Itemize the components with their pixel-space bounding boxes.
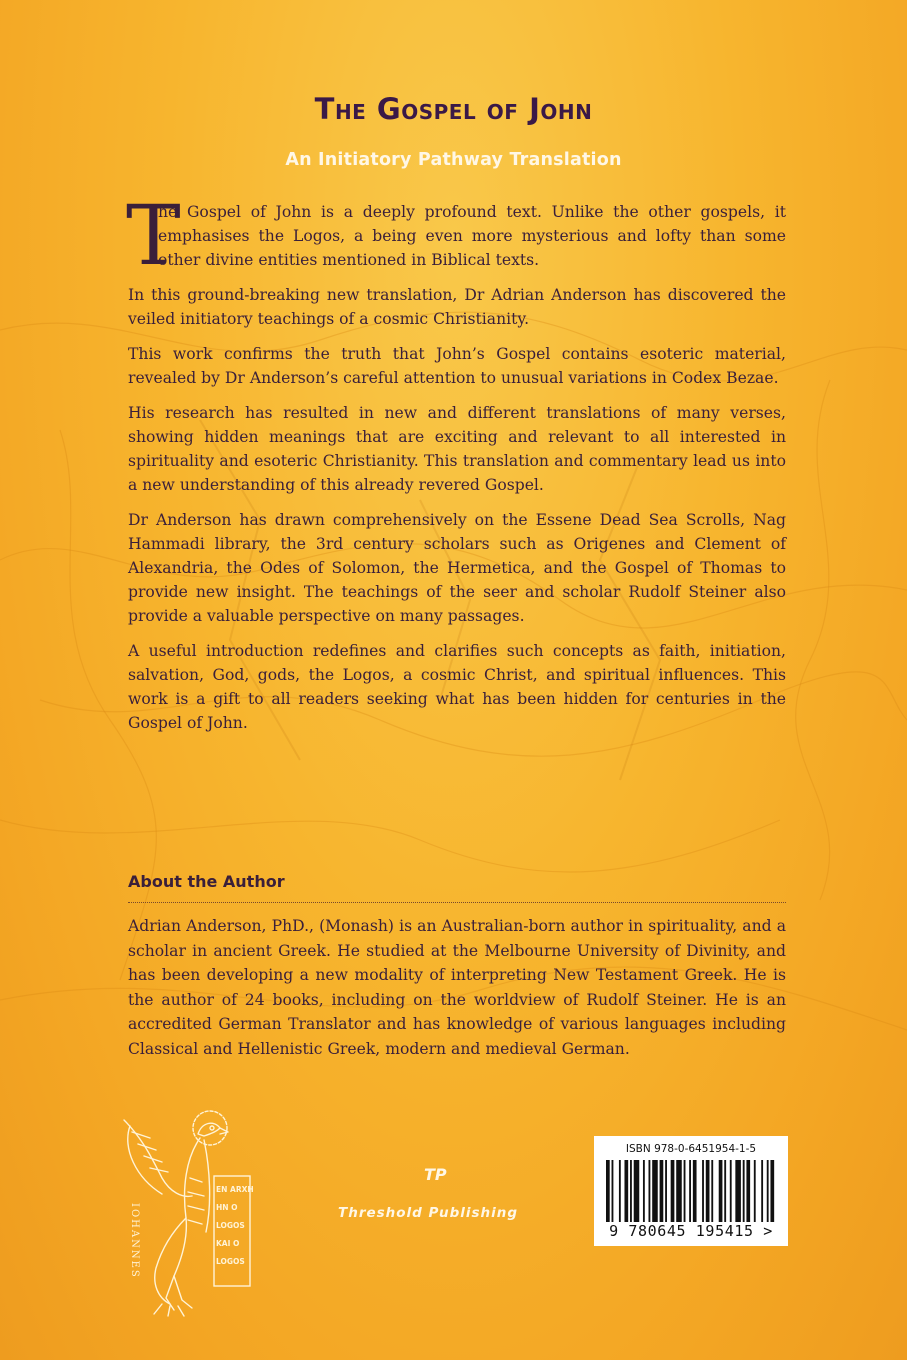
book-title: The Gospel of John	[314, 92, 593, 126]
publisher-name: Threshold Publishing	[338, 1205, 519, 1221]
barcode-bar	[767, 1160, 769, 1222]
barcode-bar	[619, 1160, 621, 1222]
about-author-text: Adrian Anderson, PhD., (Monash) is an Australian-born author in spirituality, and a scholar in ancient Greek. He studied at the Melbourne University of Divinity, and has been developing a new modality of interpreting New Testament Greek. He is the author of 24 books, including on the worldview of Rudolf Steiner. He is an accredited German Translator and has knowledge of various languages including Classical and Hellenistic Greek, modern and medieval German.	[128, 917, 786, 1058]
blurb-paragraph-6: A useful introduction redefines and clarifies such concepts as faith, initiation, salvation, God, gods, the Logos, a cosmic Christ, and spiritual influences. This work is a gift to all readers seeking what has been hidden for centuries in the Gospel of John.	[128, 642, 786, 732]
eagle-with-scroll-icon	[112, 1108, 262, 1318]
barcode-bar	[652, 1160, 658, 1222]
publisher-logo	[338, 1165, 548, 1235]
scroll-line-5: LOGOS	[216, 1257, 245, 1266]
barcode-bar	[702, 1160, 704, 1222]
book-subtitle: An Initiatory Pathway Translation	[285, 150, 622, 170]
barcode-bar	[719, 1160, 723, 1222]
barcode-bar	[684, 1160, 686, 1222]
barcode-bar	[634, 1160, 640, 1222]
barcode-bar	[724, 1160, 726, 1222]
barcode-bar	[770, 1160, 774, 1222]
barcode-bar	[706, 1160, 710, 1222]
barcode-bar	[671, 1160, 675, 1222]
barcode-bar	[711, 1160, 713, 1222]
barcode-bar	[660, 1160, 664, 1222]
scroll-line-4: KAI O	[216, 1239, 240, 1248]
blurb	[126, 189, 786, 746]
eagle-side-inscription: IOHANNES	[129, 1203, 140, 1279]
barcode-bar	[665, 1160, 667, 1222]
barcode-bars	[606, 1160, 776, 1222]
barcode-bar	[643, 1160, 645, 1222]
barcode-bar	[730, 1160, 732, 1222]
barcode-bar	[761, 1160, 763, 1222]
barcode-digits: 9 780645 195415 >	[609, 1222, 773, 1240]
barcode-bar	[612, 1160, 614, 1222]
about-author-heading: About the Author	[128, 872, 285, 891]
barcode-bar	[606, 1160, 610, 1222]
barcode-bar	[624, 1160, 628, 1222]
barcode-bar	[735, 1160, 741, 1222]
scroll-line-2: HN O	[216, 1203, 238, 1212]
blurb-paragraph-2: In this ground-breaking new translation, Dr Adrian Anderson has discovered the veiled initiatory teachings of a cosmic Christianity.	[128, 286, 786, 328]
drop-cap: T	[126, 189, 181, 284]
barcode-bar	[693, 1160, 697, 1222]
isbn-number: ISBN 978-0-6451954-1-5	[625, 1143, 757, 1155]
blurb-paragraph-4: His research has resulted in new and different translations of many verses, showing hidden meanings that are exciting and relevant to all interested in spirituality and esoteric Christianity. This translation and commentary lead us into a new understanding of this already revered Gospel.	[128, 404, 786, 494]
barcode-bar	[746, 1160, 750, 1222]
barcode-bar	[754, 1160, 756, 1222]
barcode	[594, 1136, 788, 1246]
barcode-bar	[649, 1160, 651, 1222]
scroll-line-3: LOGOS	[216, 1221, 245, 1230]
publisher-mark: TP	[424, 1165, 447, 1184]
barcode-bar	[689, 1160, 691, 1222]
barcode-bar	[676, 1160, 682, 1222]
blurb-paragraph-1-text: he Gospel of John is a deeply profound text. Unlike the other gospels, it emphasises the Logos, a being even more mysterious and lofty than some other divine entities mentioned in Biblical texts.	[158, 203, 786, 269]
barcode-bar	[630, 1160, 632, 1222]
blurb-paragraph-3: This work confirms the truth that John’s Gospel contains esoteric material, revealed by Dr Anderson’s careful attention to unusual variations in Codex Bezae.	[128, 345, 786, 387]
blurb-paragraph-1	[126, 189, 786, 284]
barcode-bar	[743, 1160, 745, 1222]
about-divider	[128, 902, 786, 903]
blurb-paragraph-5: Dr Anderson has drawn comprehensively on the Essene Dead Sea Scrolls, Nag Hammadi library, the 3rd century scholars such as Origenes and Clement of Alexandria, the Odes of Solomon, the Hermetica, and the Gospel of Thomas to provide new insight. The teachings of the seer and scholar Rudolf Steiner also provide a valuable perspective on many passages.	[128, 511, 786, 625]
scroll-line-1: EN ARXH	[216, 1185, 254, 1194]
